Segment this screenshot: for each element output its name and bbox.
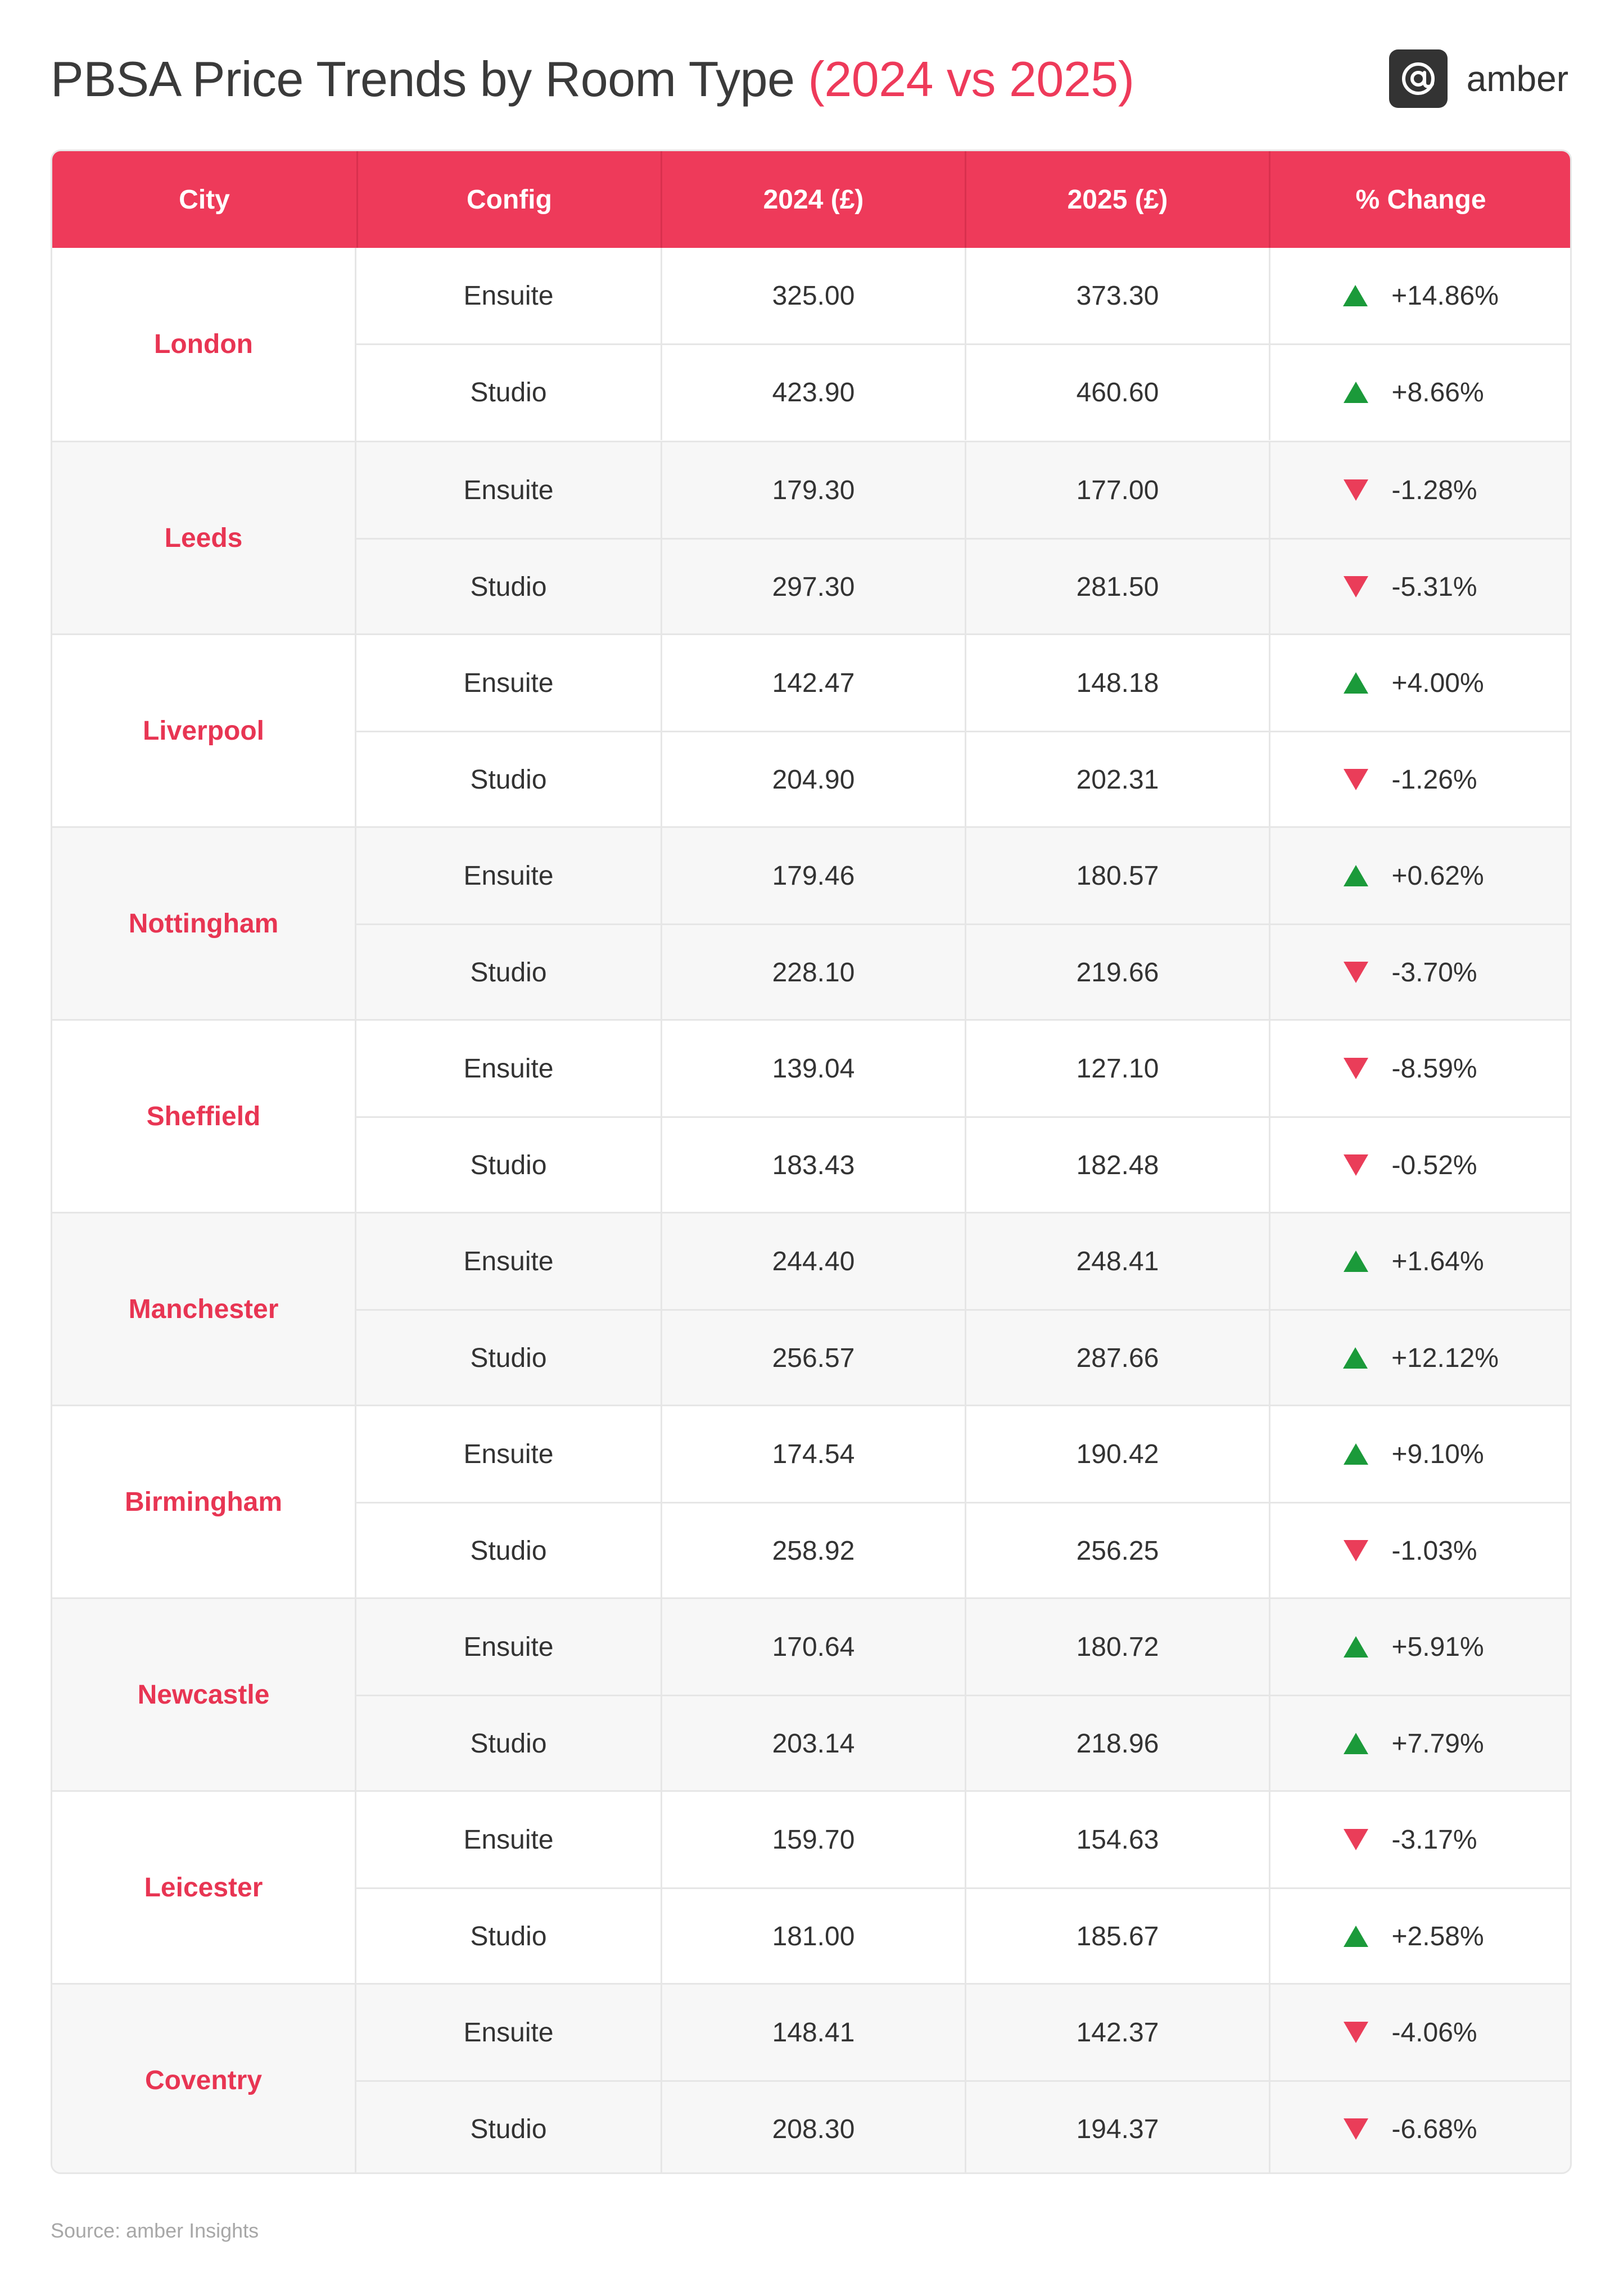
change-cell — [1269, 1021, 1571, 1116]
city-group — [52, 248, 1570, 441]
config-cell: Ensuite — [463, 1632, 554, 1662]
table-row — [356, 1213, 1570, 1311]
arrow-down-icon — [1344, 2022, 1368, 2043]
arrow-up-icon — [1344, 865, 1368, 886]
price-2024-cell: 170.64 — [661, 1599, 965, 1695]
price-2025-cell: 185.67 — [965, 1889, 1269, 1984]
table-row — [356, 1599, 1570, 1696]
page-title — [51, 51, 1134, 108]
change-value: +5.91% — [1391, 1632, 1484, 1662]
config-cell: Ensuite — [463, 1053, 554, 1084]
price-2025-cell: 194.37 — [965, 2081, 1269, 2174]
change-value: -6.68% — [1391, 2114, 1477, 2144]
table-row — [356, 1310, 1570, 1406]
arrow-down-icon — [1344, 2118, 1368, 2140]
price-2024-cell: 203.14 — [661, 1696, 965, 1791]
table-row — [356, 1406, 1570, 1504]
city-label: Sheffield — [52, 1021, 356, 1212]
table-row — [356, 539, 1570, 635]
arrow-down-icon — [1344, 769, 1368, 790]
change-value: +8.66% — [1391, 377, 1484, 407]
config-cell: Studio — [470, 1150, 547, 1180]
city-group — [52, 1597, 1570, 1790]
change-cell — [1269, 1503, 1571, 1598]
price-2025-cell: 281.50 — [965, 539, 1269, 635]
arrow-down-icon — [1344, 1540, 1368, 1561]
change-cell — [1269, 2081, 1571, 2174]
change-cell — [1269, 248, 1571, 343]
at-sign-icon-svg — [1400, 60, 1437, 97]
arrow-up-icon — [1343, 285, 1368, 306]
table-row — [356, 1021, 1570, 1118]
config-cell: Studio — [470, 1343, 547, 1373]
change-cell — [1269, 1117, 1571, 1213]
price-2024-cell: 174.54 — [661, 1406, 965, 1502]
table-row — [356, 635, 1570, 732]
change-value: -8.59% — [1391, 1053, 1477, 1084]
table-row — [356, 1696, 1570, 1791]
change-cell — [1269, 1310, 1571, 1406]
config-cell: Ensuite — [463, 475, 554, 505]
change-cell — [1269, 1889, 1571, 1984]
city-group — [52, 1212, 1570, 1405]
arrow-down-icon — [1344, 479, 1368, 501]
price-2025-cell: 460.60 — [965, 345, 1269, 440]
change-value: -3.17% — [1391, 1824, 1477, 1855]
config-cell: Ensuite — [463, 668, 554, 698]
price-2025-cell: 218.96 — [965, 1696, 1269, 1791]
at-sign-icon — [1389, 49, 1448, 108]
config-cell: Ensuite — [463, 861, 554, 891]
arrow-down-icon — [1344, 1829, 1368, 1850]
table-row — [356, 828, 1570, 925]
arrow-down-icon — [1344, 1154, 1368, 1176]
price-2025-cell: 182.48 — [965, 1117, 1269, 1213]
price-2025-cell: 287.66 — [965, 1310, 1269, 1406]
header-config: Config — [356, 151, 661, 248]
price-2025-cell: 219.66 — [965, 925, 1269, 1020]
change-value: +0.62% — [1391, 861, 1484, 891]
brand-logo — [1389, 49, 1568, 108]
city-group — [52, 633, 1570, 826]
price-2024-cell: 148.41 — [661, 1985, 965, 2080]
change-cell — [1269, 925, 1571, 1020]
change-value: -1.26% — [1391, 764, 1477, 795]
arrow-up-icon — [1343, 1347, 1368, 1369]
table-row — [356, 732, 1570, 827]
price-2024-cell: 297.30 — [661, 539, 965, 635]
config-cell: Studio — [470, 957, 547, 988]
price-2024-cell: 423.90 — [661, 345, 965, 440]
config-cell: Ensuite — [463, 1824, 554, 1855]
city-group — [52, 441, 1570, 633]
price-2024-cell: 258.92 — [661, 1503, 965, 1598]
change-cell — [1269, 442, 1571, 538]
change-value: -4.06% — [1391, 2017, 1477, 2048]
header-2024: 2024 (£) — [661, 151, 965, 248]
table-row — [356, 1985, 1570, 2082]
arrow-up-icon — [1344, 1251, 1368, 1272]
table-row — [356, 1503, 1570, 1598]
change-cell — [1269, 345, 1571, 440]
price-2024-cell: 204.90 — [661, 732, 965, 827]
config-cell: Studio — [470, 2114, 547, 2144]
city-group — [52, 826, 1570, 1019]
table-row — [356, 248, 1570, 345]
change-cell — [1269, 1599, 1571, 1695]
title-main: PBSA Price Trends by Room Type — [51, 51, 795, 107]
change-value: -3.70% — [1391, 957, 1477, 988]
price-2024-cell: 179.46 — [661, 828, 965, 923]
price-2025-cell: 127.10 — [965, 1021, 1269, 1116]
config-cell: Studio — [470, 572, 547, 602]
change-cell — [1269, 1406, 1571, 1502]
city-label: Leicester — [52, 1792, 356, 1983]
table-row — [356, 1792, 1570, 1889]
table-row — [356, 2081, 1570, 2174]
price-2025-cell: 148.18 — [965, 635, 1269, 731]
price-2024-cell: 244.40 — [661, 1213, 965, 1309]
arrow-up-icon — [1344, 382, 1368, 403]
price-2024-cell: 139.04 — [661, 1021, 965, 1116]
city-group — [52, 1019, 1570, 1212]
config-cell: Studio — [470, 377, 547, 407]
arrow-down-icon — [1344, 576, 1368, 597]
change-cell — [1269, 539, 1571, 635]
city-label: Liverpool — [52, 635, 356, 826]
city-label: London — [52, 248, 356, 441]
change-value: +1.64% — [1391, 1246, 1484, 1276]
config-cell: Studio — [470, 764, 547, 795]
change-cell — [1269, 1792, 1571, 1887]
table-row — [356, 1117, 1570, 1213]
price-2025-cell: 180.72 — [965, 1599, 1269, 1695]
price-2025-cell: 202.31 — [965, 732, 1269, 827]
arrow-up-icon — [1344, 1636, 1368, 1658]
change-value: +7.79% — [1391, 1728, 1484, 1759]
change-cell — [1269, 732, 1571, 827]
header-change: % Change — [1269, 151, 1571, 248]
city-label: Birmingham — [52, 1406, 356, 1597]
change-value: +12.12% — [1391, 1343, 1499, 1373]
config-cell: Ensuite — [463, 1439, 554, 1469]
config-cell: Ensuite — [463, 2017, 554, 2048]
change-cell — [1269, 1213, 1571, 1309]
city-label: Newcastle — [52, 1599, 356, 1790]
change-value: +4.00% — [1391, 668, 1484, 698]
source-note: Source: amber Insights — [51, 2219, 259, 2242]
arrow-down-icon — [1344, 962, 1368, 983]
change-value: +14.86% — [1391, 280, 1499, 311]
price-2024-cell: 181.00 — [661, 1889, 965, 1984]
price-2024-cell: 208.30 — [661, 2081, 965, 2174]
change-cell — [1269, 1985, 1571, 2080]
change-value: -0.52% — [1391, 1150, 1477, 1180]
header-2025: 2025 (£) — [965, 151, 1269, 248]
config-cell: Studio — [470, 1536, 547, 1566]
title-accent: (2024 vs 2025) — [808, 51, 1134, 107]
price-2024-cell: 325.00 — [661, 248, 965, 343]
price-2024-cell: 179.30 — [661, 442, 965, 538]
config-cell: Ensuite — [463, 1246, 554, 1276]
price-2025-cell: 142.37 — [965, 1985, 1269, 2080]
table-row — [356, 345, 1570, 440]
table-row — [356, 1889, 1570, 1984]
price-2024-cell: 142.47 — [661, 635, 965, 731]
change-cell — [1269, 828, 1571, 923]
change-value: +2.58% — [1391, 1921, 1484, 1951]
change-value: -1.28% — [1391, 475, 1477, 505]
brand-name: amber — [1466, 58, 1568, 99]
change-value: +9.10% — [1391, 1439, 1484, 1469]
config-cell: Studio — [470, 1921, 547, 1951]
price-2024-cell: 159.70 — [661, 1792, 965, 1887]
arrow-up-icon — [1344, 672, 1368, 694]
city-group — [52, 1983, 1570, 2174]
price-2025-cell: 180.57 — [965, 828, 1269, 923]
table-row — [356, 442, 1570, 540]
city-label: Manchester — [52, 1213, 356, 1405]
config-cell: Ensuite — [463, 280, 554, 311]
table-header — [52, 151, 1570, 248]
city-label: Nottingham — [52, 828, 356, 1019]
arrow-down-icon — [1344, 1058, 1368, 1079]
table-row — [356, 925, 1570, 1020]
price-2025-cell: 154.63 — [965, 1792, 1269, 1887]
city-group — [52, 1790, 1570, 1983]
price-2024-cell: 256.57 — [661, 1310, 965, 1406]
price-2024-cell: 228.10 — [661, 925, 965, 1020]
arrow-up-icon — [1344, 1443, 1368, 1465]
header-city: City — [179, 184, 230, 215]
change-cell — [1269, 635, 1571, 731]
price-2025-cell: 177.00 — [965, 442, 1269, 538]
arrow-up-icon — [1344, 1733, 1368, 1754]
price-2025-cell: 373.30 — [965, 248, 1269, 343]
price-2025-cell: 190.42 — [965, 1406, 1269, 1502]
city-group — [52, 1405, 1570, 1597]
city-label: Leeds — [52, 442, 356, 633]
change-value: -5.31% — [1391, 572, 1477, 602]
price-table — [51, 150, 1572, 2174]
price-2024-cell: 183.43 — [661, 1117, 965, 1213]
header — [51, 45, 1568, 118]
price-2025-cell: 248.41 — [965, 1213, 1269, 1309]
arrow-up-icon — [1344, 1926, 1368, 1947]
price-2025-cell: 256.25 — [965, 1503, 1269, 1598]
change-cell — [1269, 1696, 1571, 1791]
config-cell: Studio — [470, 1728, 547, 1759]
change-value: -1.03% — [1391, 1536, 1477, 1566]
city-label: Coventry — [52, 1985, 356, 2174]
